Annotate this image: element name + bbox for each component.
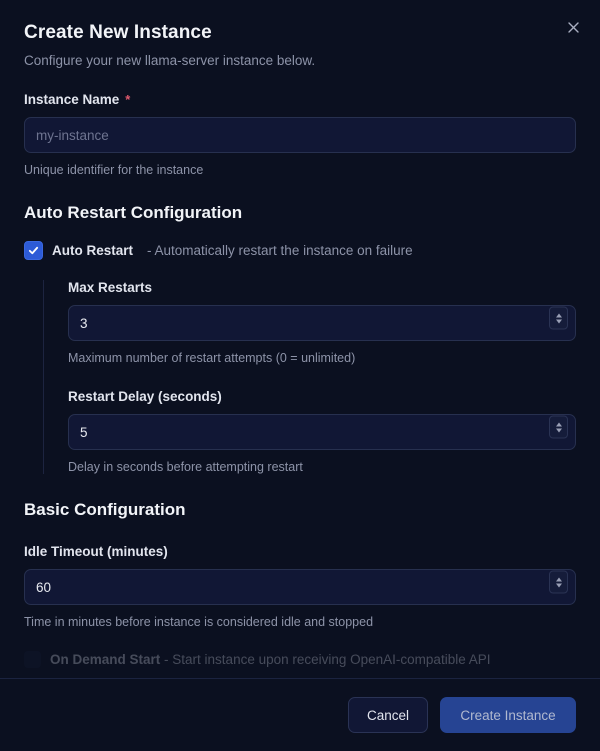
dialog-body (0, 68, 600, 678)
instance-name-input[interactable] (24, 117, 576, 153)
required-marker: * (125, 92, 131, 107)
max-restarts-label: Max Restarts (68, 280, 153, 295)
auto-restart-checkbox[interactable] (24, 241, 43, 260)
page-title: Create New Instance (24, 22, 212, 43)
create-instance-button[interactable]: Create Instance (440, 697, 576, 733)
restart-delay-help: Delay in seconds before attempting restart (68, 460, 303, 474)
instance-name-label-text: Instance Name (24, 92, 120, 107)
on-demand-start-label (50, 652, 490, 667)
restart-delay-input[interactable] (68, 414, 576, 450)
max-restarts-group (68, 280, 576, 365)
max-restarts-stepper[interactable] (549, 307, 568, 330)
idle-timeout-help: Time in minutes before instance is considered idle and stopped (24, 615, 374, 629)
auto-restart-checkbox-row[interactable] (24, 241, 576, 260)
instance-name-help: Unique identifier for the instance (24, 163, 204, 177)
on-demand-start-label-text: On Demand Start (50, 652, 161, 667)
auto-restart-note: - Automatically restart the instance on failure (147, 243, 413, 258)
on-demand-start-row[interactable] (24, 651, 576, 668)
close-icon[interactable] (562, 16, 584, 38)
instance-name-group (24, 92, 576, 177)
auto-restart-label: Auto Restart (52, 243, 134, 258)
dialog-header (0, 0, 600, 68)
instance-name-label (24, 92, 576, 107)
idle-timeout-label: Idle Timeout (minutes) (24, 544, 168, 559)
restart-delay-group (68, 389, 576, 474)
idle-timeout-input[interactable] (24, 569, 576, 605)
on-demand-start-note: - Start instance upon receiving OpenAI-compatible API (164, 652, 491, 667)
auto-restart-options (43, 280, 576, 474)
idle-timeout-group (24, 544, 576, 629)
idle-timeout-stepper[interactable] (549, 571, 568, 594)
max-restarts-help: Maximum number of restart attempts (0 = unlimited) (68, 351, 356, 365)
restart-delay-stepper[interactable] (549, 416, 568, 439)
basic-section-title: Basic Configuration (24, 500, 186, 519)
cancel-button[interactable]: Cancel (348, 697, 428, 733)
dialog-subtitle: Configure your new llama-server instance below. (24, 53, 316, 68)
max-restarts-input[interactable] (68, 305, 576, 341)
restart-delay-label: Restart Delay (seconds) (68, 389, 222, 404)
auto-restart-section-title: Auto Restart Configuration (24, 203, 243, 222)
dialog-footer (0, 678, 600, 751)
on-demand-start-checkbox[interactable] (24, 651, 41, 668)
